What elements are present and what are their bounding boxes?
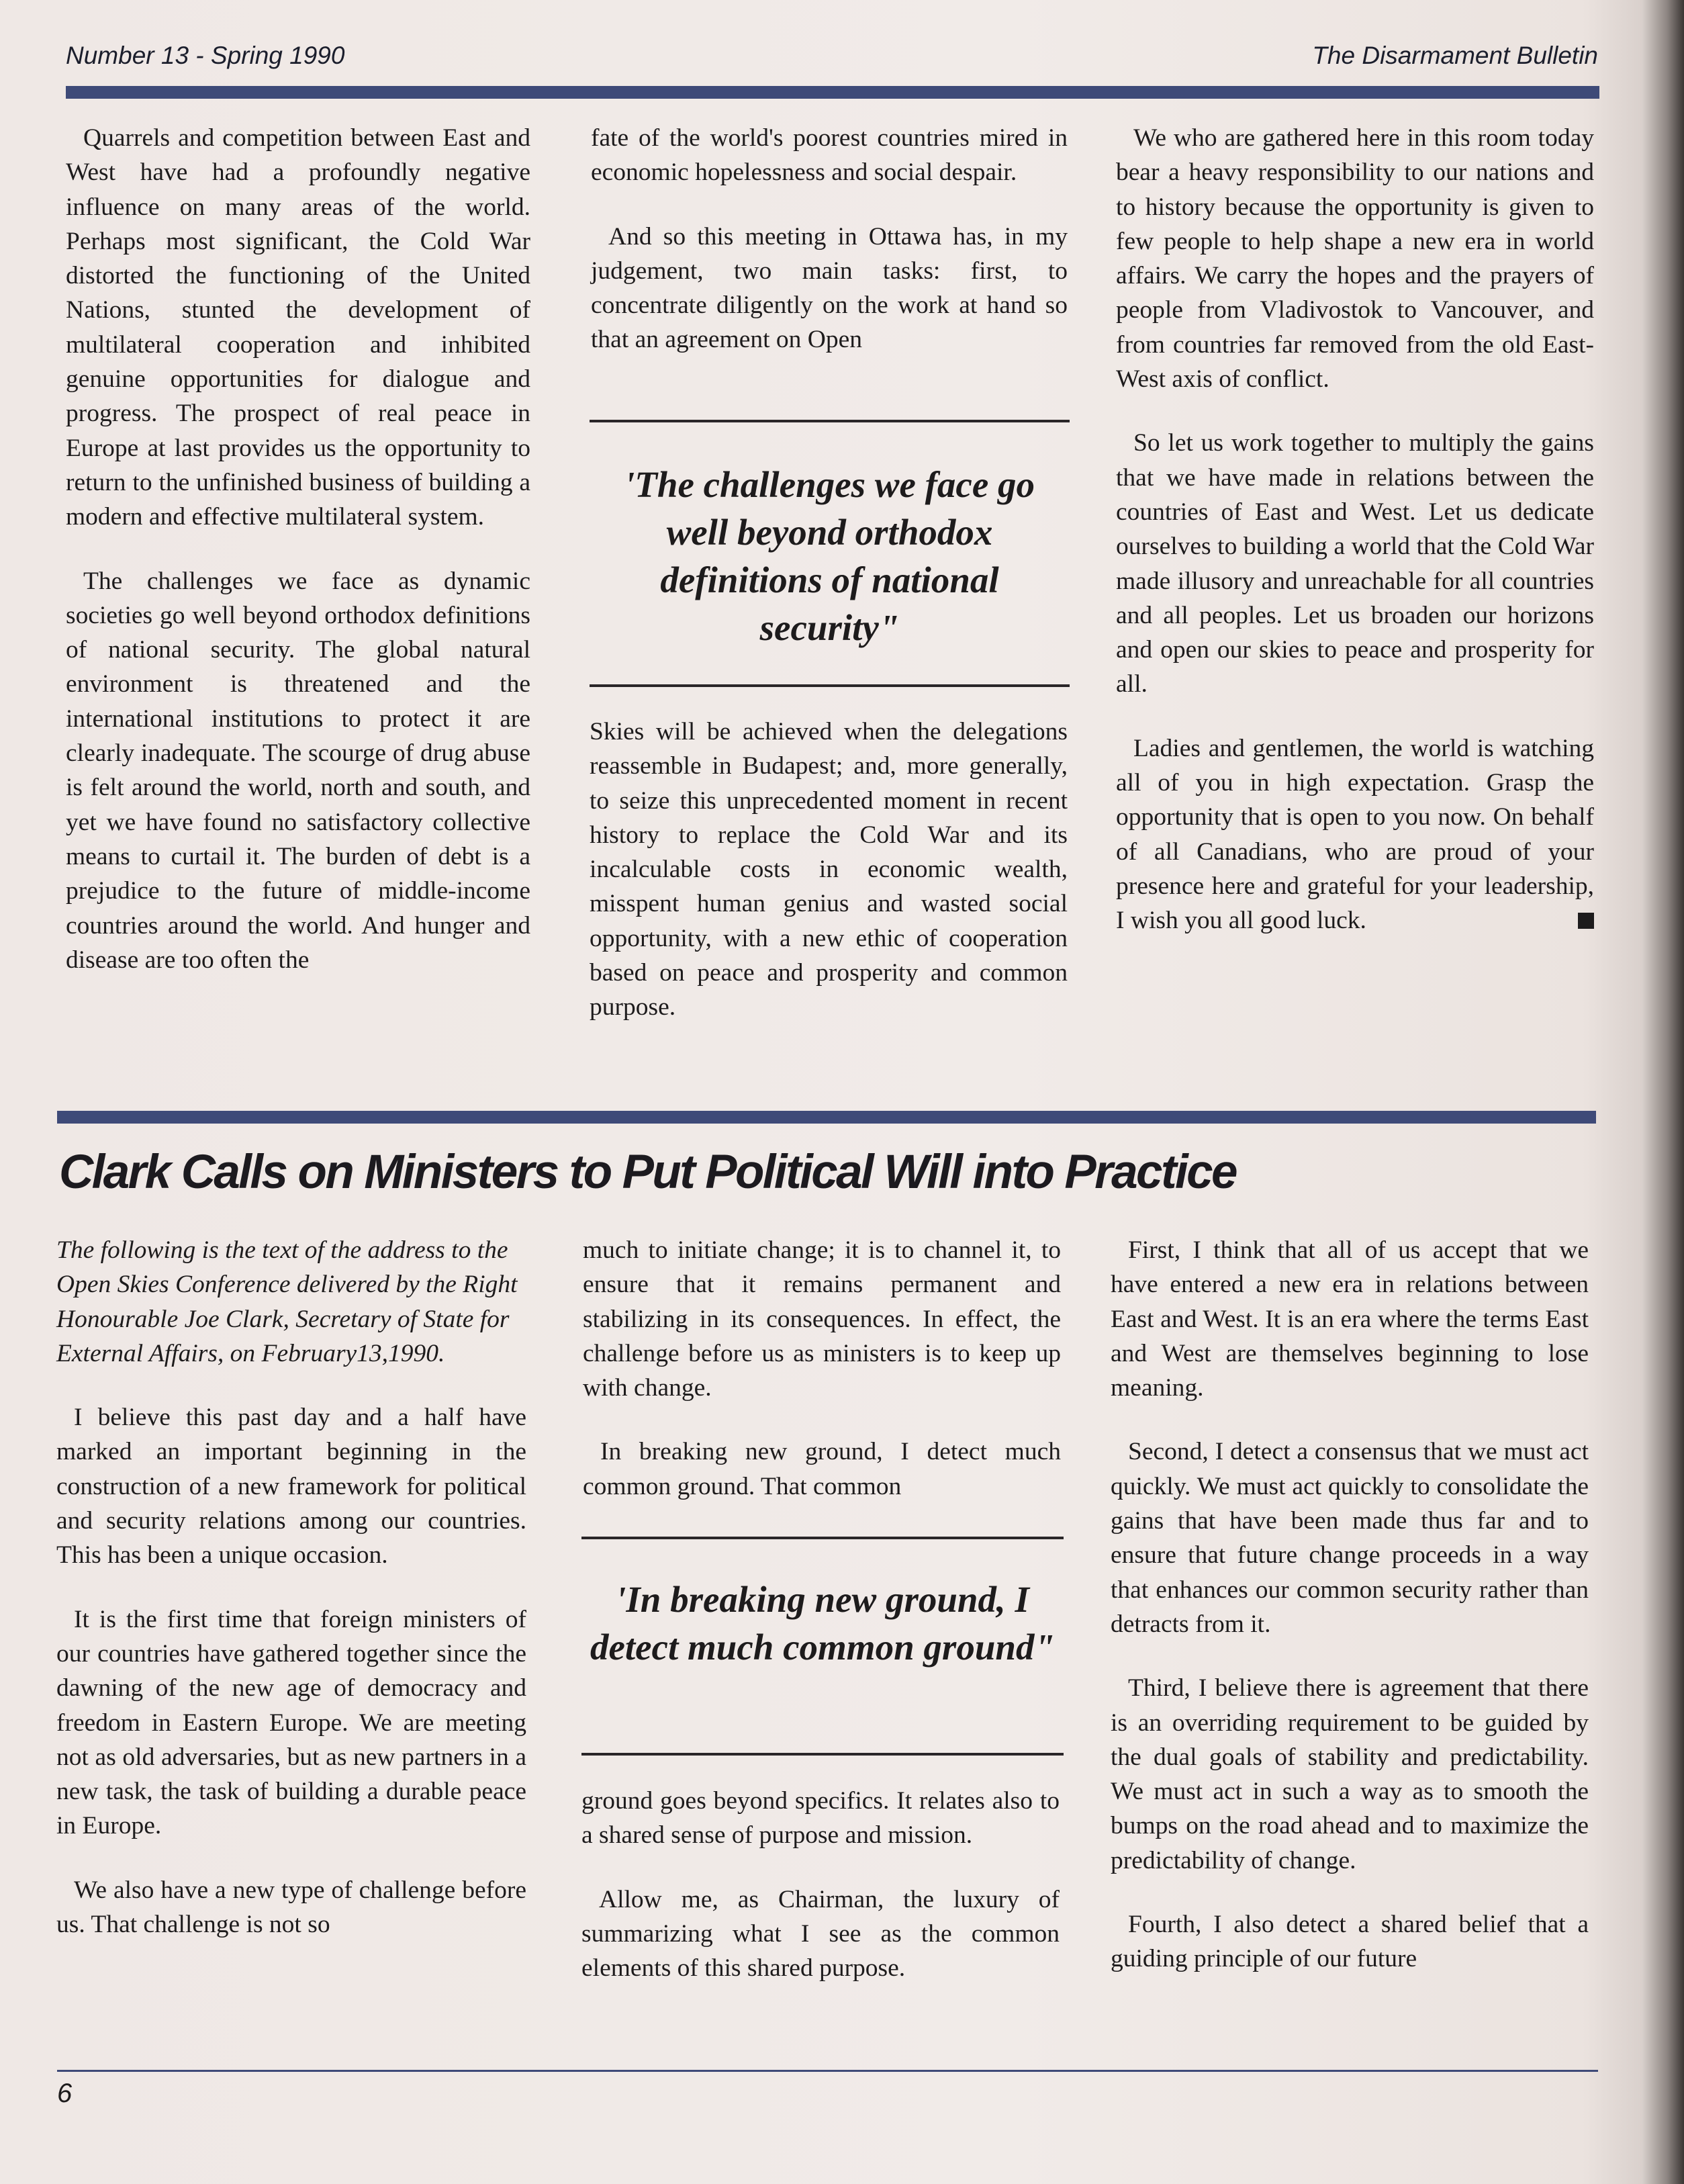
paragraph: The challenges we face as dynamic societies go well beyond orthodox definitions of national security. The global natural environment is threatened and the international institutions to protect it are clearly inadequate. The scourge of drug abuse is felt around the world, north and south, and yet we have found no satisfactory collective means to curtail it. The burden of debt is a prejudice to the future of middle-income countries around the world. And hunger and disease are too often the xyxy=(66,567,530,974)
article-column-1 xyxy=(56,1233,526,1942)
paragraph: It is the first time that foreign ministers of our countries have gathered together since the dawning of the new age of democracy and freedom in Eastern Europe. We are meeting not as old adversaries, but as new partners in a new task, the task of building a durable peace in Europe. xyxy=(56,1605,526,1840)
paragraph: So let us work together to multiply the gains that we have made in relations between the countries of East and West. Let us dedicate ourselves to building a world that the Cold War made illusory and unreachable for all countries and all peoples. Let us broaden our horizons and open our skies to peace and prosperity for all. xyxy=(1116,429,1594,698)
header-rule xyxy=(66,86,1599,99)
top-column-2-lower xyxy=(590,715,1068,1025)
article-headline: Clark Calls on Ministers to Put Political Will into Practice xyxy=(59,1146,1236,1199)
paragraph: I believe this past day and a half have marked an important beginning in the construction of a new framework for political and security relations among our countries. This has been a unique occasion. xyxy=(56,1404,526,1569)
paragraph: First, I think that all of us accept that we have entered a new era in relations between East and West. It is an era where the terms East and West are themselves beginning to lose meaning. xyxy=(1111,1236,1589,1402)
paragraph: And so this meeting in Ottawa has, in my judgement, two main tasks: first, to concentrate diligently on the work at hand so that an agreement on Open xyxy=(591,222,1068,354)
pull-quote-rule-bottom xyxy=(581,1753,1064,1756)
paragraph: much to initiate change; it is to channel it, to ensure that it remains permanent and stabilizing in its consequences. In effect, the challenge before us as ministers is to keep up with change. xyxy=(583,1236,1061,1402)
paragraph: Third, I believe there is agreement that there is an overriding requirement to be guided by the dual goals of stability and predictability. We must act in such a way as to smooth the bumps on the road ahead and to maximize the predictability of change. xyxy=(1111,1674,1589,1874)
paragraph: Fourth, I also detect a shared belief that a guiding principle of our future xyxy=(1111,1911,1589,1973)
paragraph: In breaking new ground, I detect much common ground. That common xyxy=(583,1438,1061,1500)
paragraph: fate of the world's poorest countries mired in economic hopelessness and social despair. xyxy=(591,124,1068,187)
article-column-3 xyxy=(1111,1233,1589,1976)
footer-rule xyxy=(57,2070,1598,2072)
top-column-1 xyxy=(66,121,530,977)
pull-quote-rule-bottom xyxy=(590,684,1070,687)
paragraph: Quarrels and competition between East and West have had a profoundly negative influence on many areas of the world. Perhaps most significant, the Cold War distorted the functioning of the United Nations, stunted the development of multilateral cooperation and inhibited genuine opportunities for dialogue and progress. The prospect of real peace in Europe at last provides us the opportunity to return to the unfinished business of building a modern and effective multilateral system. xyxy=(66,124,530,531)
paragraph-text: Ladies and gentlemen, the world is watching all of you in high expectation. Grasp the opportunity that is open to you now. On behalf of all Canadians, who are proud of your presence here and grateful for your leadership, I wish you all good luck. xyxy=(1116,734,1594,935)
pull-quote: 'The challenges we face go well beyond orthodox definitions of national security" xyxy=(624,464,1035,648)
top-column-2-upper xyxy=(591,121,1068,357)
top-column-3 xyxy=(1116,121,1594,938)
end-of-article-mark xyxy=(1578,913,1594,929)
page-number: 6 xyxy=(57,2079,73,2108)
paragraph xyxy=(1116,731,1594,938)
section-rule xyxy=(57,1111,1596,1124)
paragraph: Skies will be achieved when the delegations reassemble in Budapest; and, more generally, to seize this unprecedented moment in recent history to replace the Cold War and its incalculable costs in economic wealth, misspent human genius and wasted social opportunity, with a new ethic of cooperation based on peace and prosperity and common purpose. xyxy=(590,718,1068,1021)
article-intro: The following is the text of the address to the Open Skies Conference delivered by the Right Honourable Joe Clark, Secretary of State for External Affairs, on February13,1990. xyxy=(56,1236,518,1367)
article-column-2-upper xyxy=(583,1233,1061,1504)
paragraph: Allow me, as Chairman, the luxury of summarizing what I see as the common elements of this shared purpose. xyxy=(581,1885,1060,1983)
paragraph: ground goes beyond specifics. It relates also to a shared sense of purpose and mission. xyxy=(581,1787,1060,1850)
paragraph: We who are gathered here in this room today bear a heavy responsibility to our nations and to history because the opportunity is given to few people to help shape a new era in world affairs. We carry the hopes and the prayers of people from Vladivostok to Vancouver, and from countries far removed from the old East-West axis of conflict. xyxy=(1116,124,1594,394)
paragraph: We also have a new type of challenge before us. That challenge is not so xyxy=(56,1876,526,1939)
pull-quote-rule-top xyxy=(581,1537,1064,1539)
article-column-2-lower xyxy=(581,1784,1060,1985)
paragraph: Second, I detect a consensus that we must act quickly. We must act quickly to consolidate the gains that have been made thus far and to ensure that future change proceeds in a way that enhances our common security rather than detracts from it. xyxy=(1111,1438,1589,1638)
publication-title: The Disarmament Bulletin xyxy=(1312,42,1598,69)
pull-quote-rule-top xyxy=(590,420,1070,422)
pull-quote: 'In breaking new ground, I detect much common ground" xyxy=(590,1579,1056,1668)
issue-label: Number 13 - Spring 1990 xyxy=(66,42,345,69)
